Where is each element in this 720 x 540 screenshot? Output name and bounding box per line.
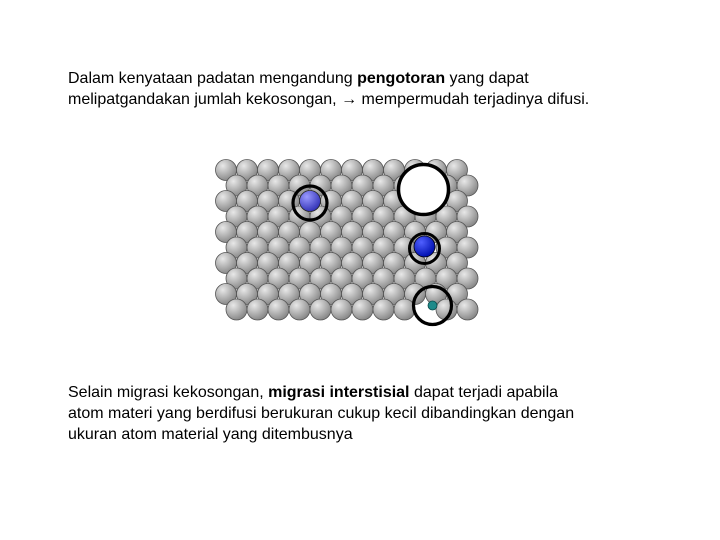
vacancy-ring [399,165,449,215]
host-atom [331,299,352,320]
bottom-text-1a: Selain migrasi kekosongan, [68,384,269,401]
host-atom [352,299,373,320]
bottom-text-3: ukuran atom material yang ditembusnya [68,426,353,443]
host-atom [394,299,415,320]
top-text-1b: yang dapat [445,70,529,87]
bottom-text-2: atom materi yang berdifusi berukuran cukup kecil dibandingkan dengan [68,405,575,422]
impurity-atom-diffusing [414,236,435,257]
top-text-2b: mempermudah terjadinya difusi. [357,91,590,108]
atomic-lattice-diagram [200,150,500,360]
host-atom [247,299,268,320]
top-bold-term: pengotoran [357,70,446,87]
top-paragraph [68,68,688,110]
host-atom [226,299,247,320]
top-text-2: melipatgandakan jumlah kekosongan, [68,91,342,108]
host-atom [310,299,331,320]
host-atom [289,299,310,320]
right-arrow-icon: → [341,91,358,108]
host-atom [373,299,394,320]
impurity-atom-large [300,191,321,212]
bottom-bold-term: migrasi interstisial [268,384,410,401]
interstitial-atom-small [428,301,437,310]
host-atom [268,299,289,320]
bottom-text-1b: dapat terjadi apabila [409,384,559,401]
host-atom [457,299,478,320]
top-text-1a: Dalam kenyataan padatan mengandung [68,70,358,87]
bottom-paragraph [68,382,668,445]
